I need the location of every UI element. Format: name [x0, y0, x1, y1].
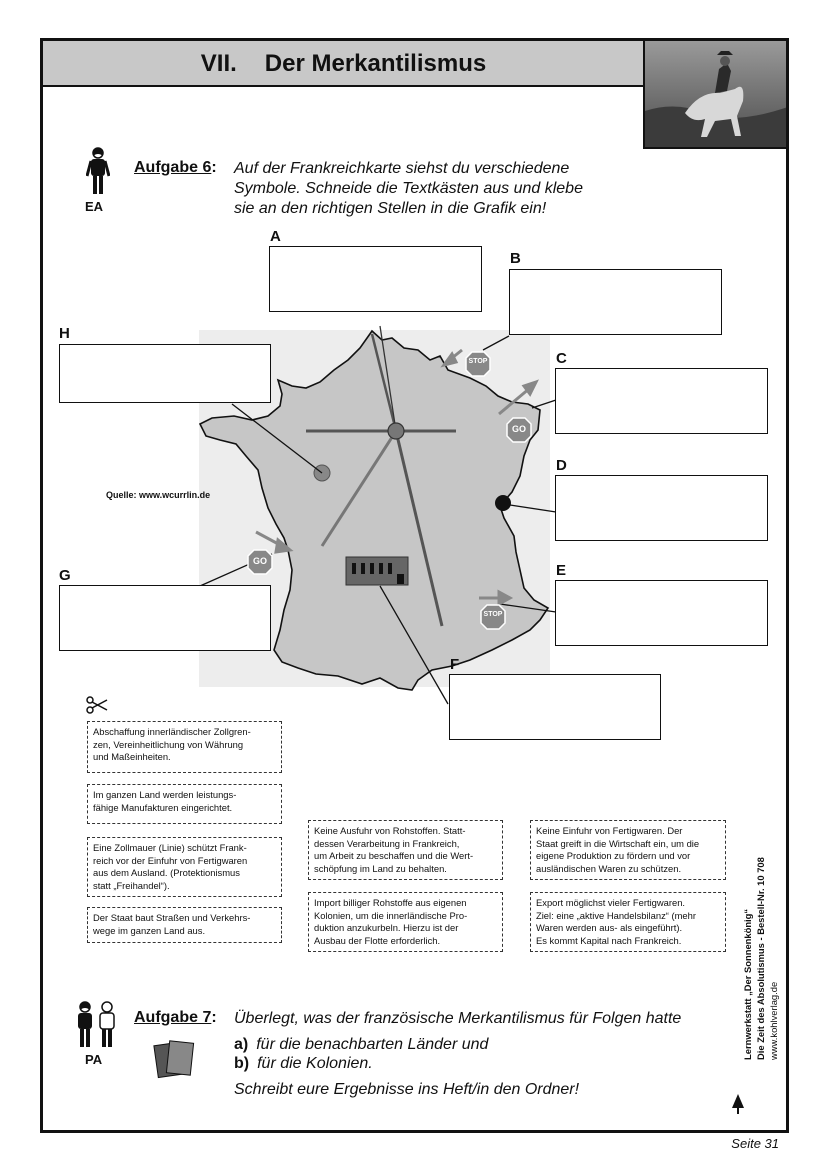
- stop-south-label: STOP: [483, 611, 503, 618]
- letter-c: C: [556, 350, 567, 367]
- answer-box-c[interactable]: [555, 368, 768, 434]
- task7-question: Überlegt, was der französische Merkantilismus für Folgen hatte: [234, 1010, 682, 1027]
- letter-g: G: [59, 567, 71, 584]
- cutout-card-5[interactable]: Keine Ausfuhr von Rohstoffen. Statt- dessen Verarbeitung in Frankreich, um Arbeit zu beschaffen und die Wert- schöpfung im Land zu behalten.: [308, 820, 503, 880]
- answer-box-a[interactable]: [269, 246, 482, 312]
- cutout-card-4[interactable]: Der Staat baut Straßen und Verkehrs- wege im ganzen Land aus.: [87, 907, 282, 943]
- answer-box-g[interactable]: [59, 585, 271, 651]
- letter-h: H: [59, 325, 70, 342]
- answer-box-b[interactable]: [509, 269, 722, 335]
- pair-persons-icon: [74, 1000, 120, 1055]
- scissors-icon: [86, 696, 108, 719]
- books-icon: [152, 1038, 196, 1085]
- letter-d: D: [556, 457, 567, 474]
- cutout-card-3[interactable]: Eine Zollmauer (Linie) schützt Frank- reich vor der Einfuhr von Fertigwaren aus dem Ausland. (Protektionismus statt „Freihandel“).: [87, 837, 282, 897]
- task6-instructions: Auf der Frankreichkarte siehst du verschiedene Symbole. Schneide die Textkästen aus und klebe sie an den richtigen Stellen in die Grafik ein!: [234, 160, 583, 217]
- stop-north-label: STOP: [468, 358, 488, 365]
- task7-item-b: b) für die Kolonien.: [234, 1055, 373, 1072]
- page-number: Seite 31: [731, 1136, 779, 1151]
- go-east-label: GO: [511, 424, 526, 434]
- task7-heading: Aufgabe 7:: [134, 1009, 217, 1026]
- letter-e: E: [556, 562, 567, 579]
- answer-box-e[interactable]: [555, 580, 768, 646]
- map-source: Quelle: www.wcurrlin.de: [106, 490, 211, 500]
- paris-hub-marker: [388, 423, 404, 439]
- letter-f: F: [450, 656, 460, 673]
- task6-heading: Aufgabe 6:: [134, 159, 217, 176]
- task7-closing: Schreibt eure Ergebnisse ins Heft/in den Ordner!: [234, 1081, 580, 1098]
- pa-label: PA: [85, 1052, 103, 1067]
- publisher-sidebar: Lernwerkstatt „Der Sonnenkönig“ Die Zeit des Absolutismus - Bestell-Nr. 10 708 www.kohlverlag.de: [742, 857, 779, 1060]
- cutout-card-8[interactable]: Export möglichst vieler Fertigwaren. Ziel: eine „aktive Handelsbilanz“ (mehr Waren werden aus- als eingeführt). Es kommt Kapital nach Frankreich.: [530, 892, 726, 952]
- cutout-card-2[interactable]: Im ganzen Land werden leistungs- fähige Manufakturen eingerichtet.: [87, 784, 282, 824]
- letter-b: B: [510, 250, 521, 267]
- letter-a: A: [270, 228, 281, 245]
- answer-box-h[interactable]: [59, 344, 271, 403]
- publisher-logo: [727, 1090, 749, 1120]
- chapter-title: Der Merkantilismus: [264, 50, 487, 77]
- cutout-card-1[interactable]: Abschaffung innerländischer Zollgren- zen, Vereinheitlichung von Währung und Maßeinheiten.: [87, 721, 282, 773]
- cutout-card-6[interactable]: Import billiger Rohstoffe aus eigenen Kolonien, um die innerländische Pro- duktion anzukurbeln. Hierzu ist der Ausbau der Flotte erforderlich.: [308, 892, 503, 952]
- cutout-card-7[interactable]: Keine Einfuhr von Fertigwaren. Der Staat greift in die Wirtschaft ein, um die eigene Produktion zu fördern und vor ausländischen Waren zu schützen.: [530, 820, 726, 880]
- go-west-label: GO: [252, 556, 267, 566]
- task7-item-a: a) für die benachbarten Länder und: [234, 1036, 489, 1053]
- chapter-number: VII.: [200, 50, 237, 77]
- answer-box-f[interactable]: [449, 674, 661, 740]
- factory-icon: [346, 557, 408, 585]
- answer-box-d[interactable]: [555, 475, 768, 541]
- east-dot-marker: [495, 495, 511, 511]
- ea-label: EA: [85, 199, 104, 214]
